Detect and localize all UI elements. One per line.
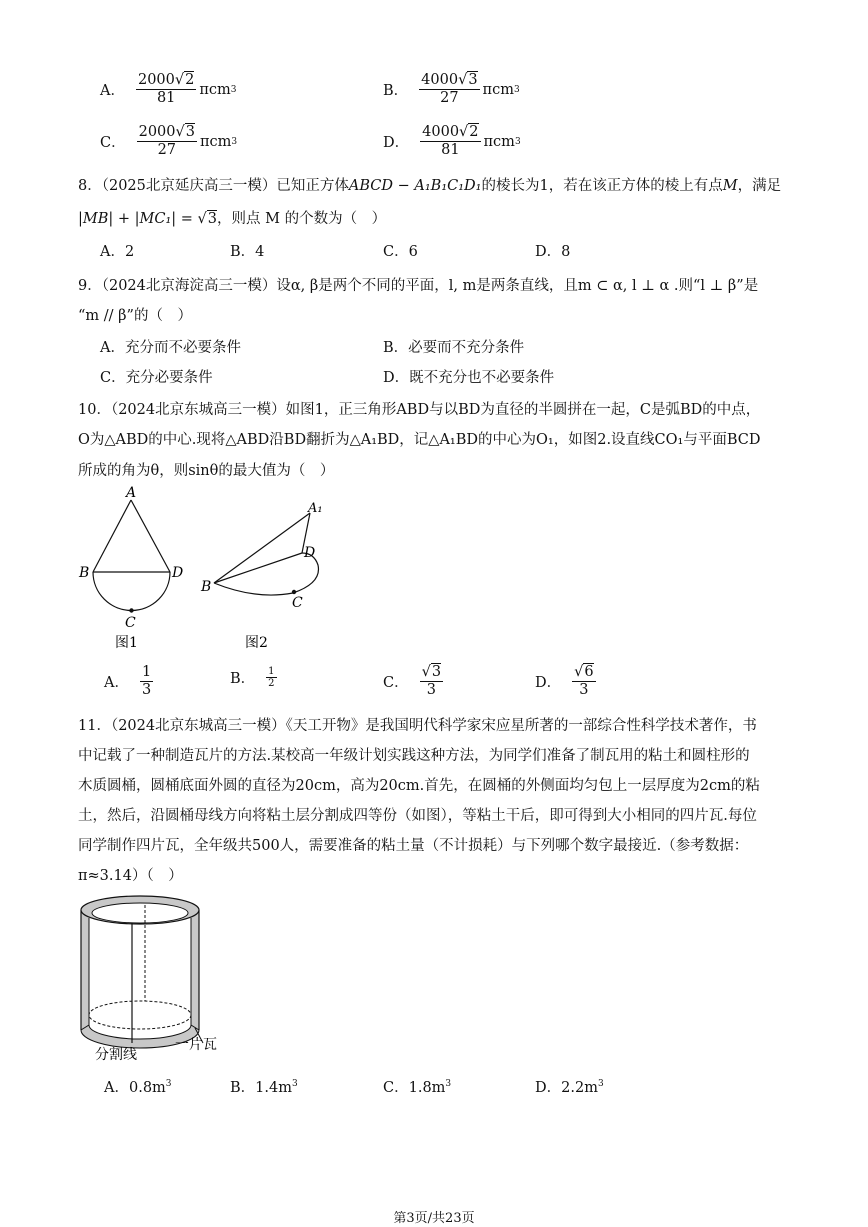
q9-option-c: C．充分必要条件 bbox=[100, 370, 213, 386]
q7-b-fraction: $\frac{4000√3}{27}$ bbox=[421, 72, 478, 106]
q10-stem-line1: 10．（2024北京东城高三一模）如图1，正三角形ABD与以BD为直径的半圆拼在一起，C是弧BD的中点， bbox=[78, 402, 761, 418]
q9-stem-line2: “m // β”的（ ） bbox=[78, 308, 192, 324]
q11-option-b: B．$1.4m^3$ bbox=[230, 1079, 298, 1096]
fig2-label-b: B bbox=[201, 579, 212, 595]
q11-stem-line1: 11．（2024北京东城高三一模）《天工开物》是我国明代科学家宋应星所著的一部综合性科学技术著作，书 bbox=[78, 718, 757, 734]
q10-figure-1 bbox=[75, 485, 205, 655]
q10-option-b: B． $\frac{1}{2}$ bbox=[230, 666, 275, 689]
q11-option-a: A．$0.8m^3$ bbox=[104, 1079, 172, 1096]
fig1-label-d: D bbox=[172, 565, 184, 581]
q8-stem-line2: |MB| + |MC₁| = √3，则点 M 的个数为（ ） bbox=[78, 211, 387, 227]
q11-stem-line2: 中记载了一种制造瓦片的方法.某校高一年级计划实践这种方法，为同学们准备了制瓦用的粘土和圆柱形的 bbox=[78, 748, 750, 764]
fig2-label-c: C bbox=[292, 595, 303, 611]
q7-option-c: C． $\frac{2000√3}{27}$ πcm 3 bbox=[100, 124, 238, 158]
q10-stem-line3: 所成的角为θ，则sinθ的最大值为（ ） bbox=[78, 463, 335, 479]
fig1-caption: 图1 bbox=[115, 635, 138, 651]
q11-stem-line6: π≈3.14）（ ） bbox=[78, 868, 183, 884]
q9-option-a: A．充分而不必要条件 bbox=[100, 340, 241, 356]
fig1-label-a: A bbox=[126, 485, 137, 501]
q11-option-d: D．$2.2m^3$ bbox=[535, 1079, 604, 1096]
page-footer: 第3页/共23页 bbox=[393, 1211, 475, 1226]
q8-option-d: D．8 bbox=[535, 244, 571, 260]
q7-a-fraction: $\frac{2000√2}{81}$ bbox=[137, 72, 195, 106]
q11-option-c: C．$1.8m^3$ bbox=[383, 1079, 452, 1096]
fig2-caption: 图2 bbox=[245, 635, 268, 651]
q11-stem-line3: 木质圆桶，圆桶底面外圆的直径为20cm，高为20cm.首先，在圆桶的外侧面均匀包上一层厚度为2cm的粘 bbox=[78, 778, 760, 794]
q10-figure-2 bbox=[198, 495, 338, 655]
q9-option-b: B．必要而不充分条件 bbox=[383, 340, 525, 356]
tile-label: 一片瓦 bbox=[175, 1037, 217, 1053]
split-line-label: 分割线 bbox=[95, 1047, 137, 1063]
q10-option-d: D． $\frac{√6}{3}$ bbox=[535, 664, 594, 698]
q8-stem-line1: 8．（2025北京延庆高三一模）已知正方体ABCD − A₁B₁C₁D₁的棱长为1，若在该正方体的棱上有点M，满足 bbox=[78, 178, 782, 194]
q10-stem-line2: O为△ABD的中心.现将△ABD沿BD翻折为△A₁BD，记△A₁BD的中心为O₁，如图2.设直线CO₁与平面BCD bbox=[78, 432, 761, 448]
fig2-label-d: D bbox=[304, 545, 316, 561]
q11-stem-line4: 土，然后，沿圆桶母线方向将粘土层分割成四等份（如图），等粘土干后，即可得到大小相同的四片瓦.每位 bbox=[78, 808, 757, 824]
q9-option-d: D．既不充分也不必要条件 bbox=[383, 370, 555, 386]
fig1-label-c: C bbox=[125, 615, 136, 631]
q7-option-d: D． $\frac{4000√2}{81}$ πcm 3 bbox=[383, 124, 521, 158]
q7-option-a: A． $\frac{2000√2}{81}$ πcm 3 bbox=[100, 72, 237, 106]
fig1-label-b: B bbox=[79, 565, 90, 581]
q10-option-c: C． $\frac{√3}{3}$ bbox=[383, 664, 442, 698]
fig2-label-a1: A₁ bbox=[308, 501, 323, 516]
q11-stem-line5: 同学制作四片瓦，全年级共500人，需要准备的粘土量（不计损耗）与下列哪个数字最接近.（参考数据： bbox=[78, 838, 749, 854]
q8-option-b: B．4 bbox=[230, 244, 265, 260]
q7-c-fraction: $\frac{2000√3}{27}$ bbox=[138, 124, 195, 158]
q10-option-a: A． $\frac{1}{3}$ bbox=[104, 664, 152, 698]
q7-d-fraction: $\frac{4000√2}{81}$ bbox=[422, 124, 479, 158]
q8-option-c: C．6 bbox=[383, 244, 418, 260]
q11-cylinder-figure bbox=[75, 893, 235, 1068]
q8-option-a: A．2 bbox=[100, 244, 135, 260]
q7-option-b: B． $\frac{4000√3}{27}$ πcm 3 bbox=[383, 72, 520, 106]
q9-stem-line1: 9．（2024北京海淀高三一模）设α, β是两个不同的平面，l, m是两条直线，且m ⊂ α, l ⊥ α .则“l ⊥ β”是 bbox=[78, 278, 759, 294]
